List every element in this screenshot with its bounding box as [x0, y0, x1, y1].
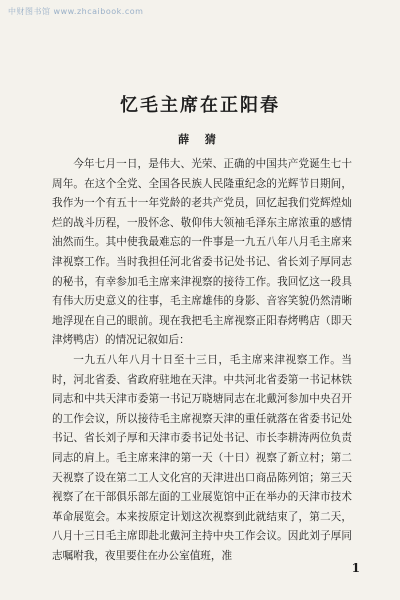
watermark: 中财图书馆 www.zhcaibook.com [8, 7, 144, 16]
article-title: 忆毛主席在正阳春 [120, 95, 280, 116]
author-name: 薛 猜 [178, 133, 222, 146]
paragraph-1: 今年七月一日，是伟大、光荣、正确的中国共产党诞生七十周年。在这个全党、全国各民族人民隆重纪念的光辉节日期间，我作为一个有五十一年党龄的老共产党员，回忆起我们党辉煌灿烂的战斗历程，一股怀念、敬仰伟大领袖毛泽东主席浓重的感情油然而生。其中使我最难忘的一件事是一九五八年八月毛主席来津视察工作。当时我担任河北省委书记处书记、省长刘子厚同志的秘书，有幸参加毛主席来津视察的接待工作。我回忆这一段具有伟大历史意义的往事，毛主席雄伟的身影、音容笑貌仍然清晰地浮现在自己的眼前。现在我把毛主席视察正阳春烤鸭店（即天津烤鸭店）的情况记叙如后： [52, 158, 352, 347]
page-number: 1 [351, 561, 360, 575]
paragraph-2: 一九五八年八月十日至十三日，毛主席来津视察工作。当时，河北省委、省政府驻地在天津。中共河北省委第一书记林铁同志和中共天津市委第一书记万晓塘同志在北戴河参加中央召开的工作会议，所以接待毛主席视察天津的重任就落在省委书记处书记、省长刘子厚和天津市委书记处书记、市长李耕涛两位负责同志的肩上。毛主席来津的第一天（十日）视察了新立村；第二天视察了设在第二工人文化宫的天津进出口商品陈列馆；第三天视察了在干部俱乐部左面的工业展览馆中正在举办的天津市技术革命展览会。本来按原定计划这次视察到此就结束了，第二天，八月十三日毛主席即赴北戴河主持中央工作会议。因此刘子厚同志嘱咐我，夜里要住在办公室值班，准 [52, 353, 352, 562]
article-body [52, 155, 352, 566]
